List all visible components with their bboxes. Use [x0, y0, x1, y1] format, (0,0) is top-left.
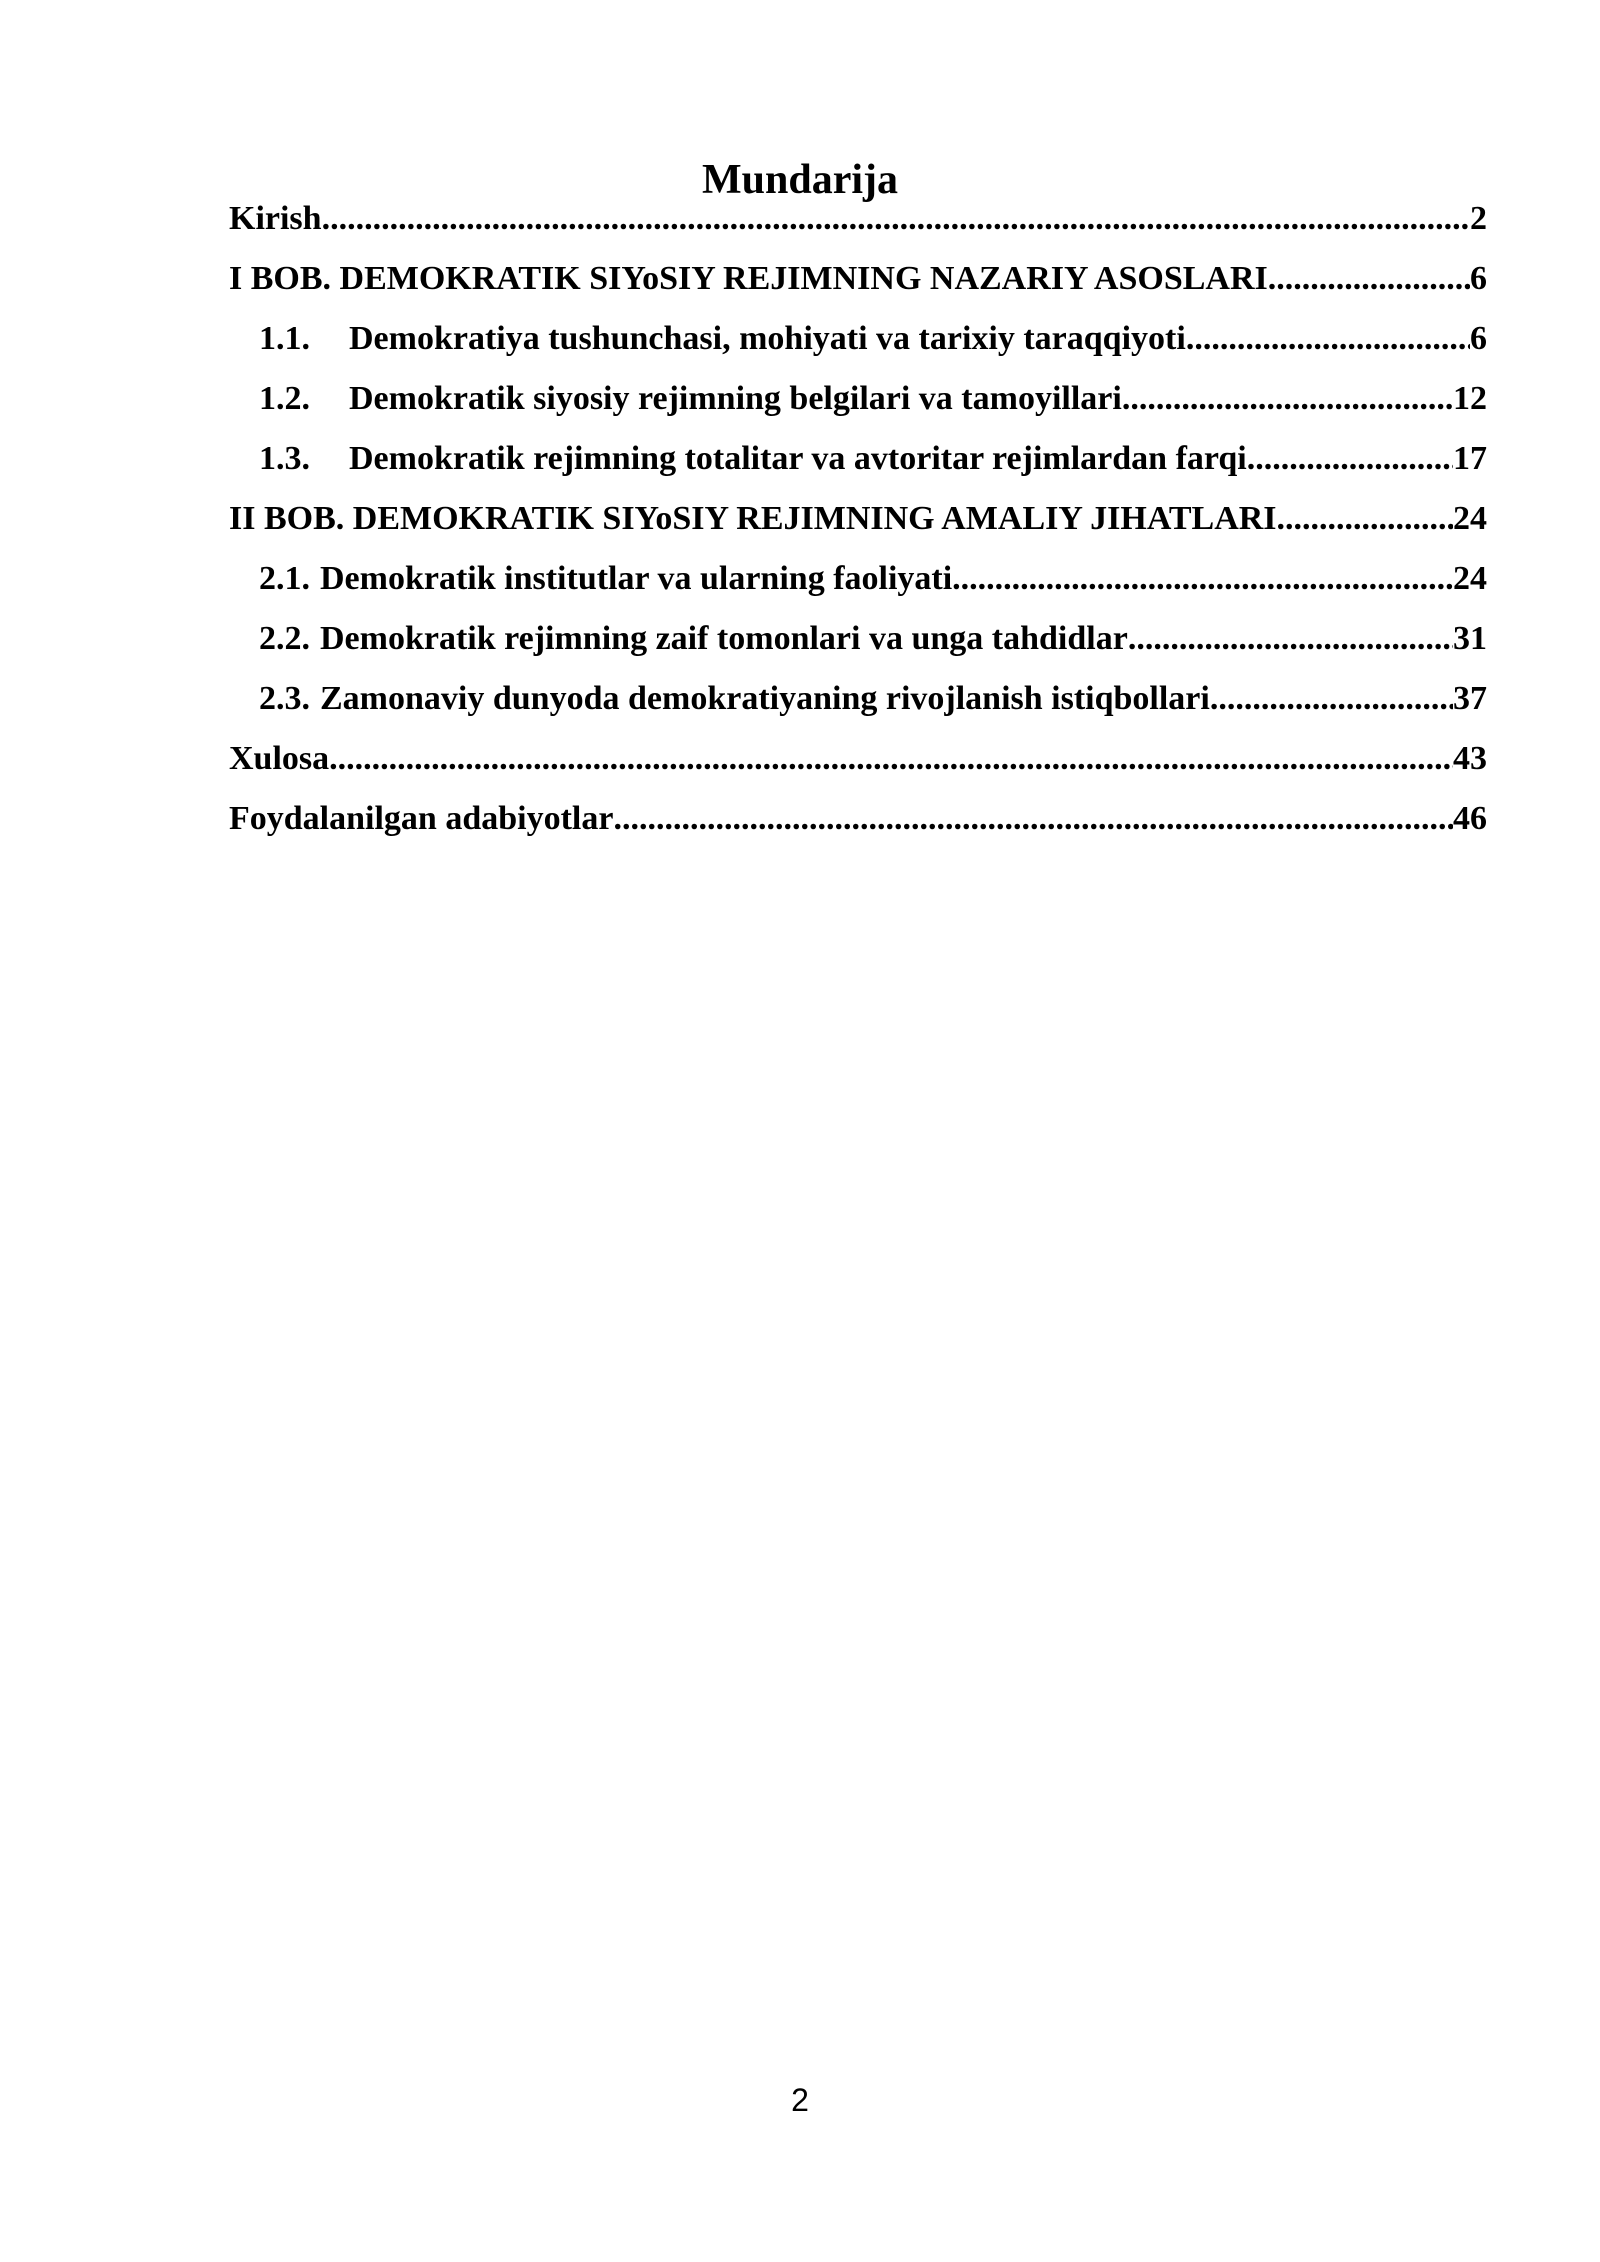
- toc-entry-page: 24: [1453, 560, 1487, 597]
- page-number: 2: [791, 2082, 809, 2118]
- toc-entry-text: Demokratik institutlar va ularning faoliyati: [320, 560, 953, 597]
- toc-leader-dots: [1210, 680, 1453, 718]
- toc-leader-dots: [613, 800, 1453, 838]
- toc-entry-1-2[interactable]: [229, 380, 1487, 440]
- toc-entry-number: 2.2.: [259, 620, 310, 657]
- toc-leader-dots: [329, 740, 1453, 778]
- page-title: Mundarija: [701, 157, 898, 203]
- toc-entry-text: Foydalanilgan adabiyotlar: [229, 800, 614, 837]
- toc-entry-text: Zamonaviy dunyoda demokratiyaning rivojlanish istiqbollari: [320, 680, 1210, 717]
- toc-entry-2-1[interactable]: [229, 560, 1487, 620]
- toc-entry-2-3[interactable]: [229, 680, 1487, 740]
- toc-leader-dots: [1247, 440, 1453, 478]
- toc-entry-number: 1.1.: [259, 320, 310, 357]
- toc-entry-page: 6: [1470, 320, 1487, 357]
- toc-entry-number: 1.3.: [259, 440, 310, 477]
- toc-entry-page: 12: [1453, 380, 1487, 417]
- toc-leader-dots: [952, 560, 1453, 598]
- toc-entry-2-2[interactable]: [229, 620, 1487, 680]
- toc-leader-dots: [1277, 500, 1453, 538]
- toc-entry-chapter-2[interactable]: [229, 500, 1487, 560]
- toc-entry-page: 46: [1453, 800, 1487, 837]
- toc-entry-text: Demokratik rejimning zaif tomonlari va unga tahdidlar: [320, 620, 1128, 657]
- toc-entry-text: Demokratiya tushunchasi, mohiyati va tarixiy taraqqiyoti: [349, 320, 1186, 357]
- toc-entry-kirish[interactable]: [229, 200, 1487, 260]
- table-of-contents: [229, 200, 1487, 860]
- toc-entry-1-1[interactable]: [229, 320, 1487, 380]
- toc-leader-dots: [1268, 260, 1470, 298]
- toc-entry-number: 1.2.: [259, 380, 310, 417]
- toc-entry-xulosa[interactable]: [229, 740, 1487, 800]
- toc-entry-page: 37: [1453, 680, 1487, 717]
- toc-entry-chapter-1[interactable]: [229, 260, 1487, 320]
- toc-entry-number: 2.3.: [259, 680, 310, 717]
- toc-leader-dots: [322, 200, 1470, 238]
- toc-entry-page: 43: [1453, 740, 1487, 777]
- toc-leader-dots: [1128, 620, 1453, 658]
- toc-entry-page: 6: [1470, 260, 1487, 297]
- toc-entry-page: 24: [1453, 500, 1487, 537]
- toc-entry-adabiyotlar[interactable]: [229, 800, 1487, 860]
- toc-entry-text: Kirish: [229, 200, 322, 237]
- toc-entry-text: II BOB. DEMOKRATIK SIYoSIY REJIMNING AMALIY JIHATLARI: [229, 500, 1277, 537]
- toc-entry-text: I BOB. DEMOKRATIK SIYoSIY REJIMNING NAZARIY ASOSLARI: [229, 260, 1268, 297]
- toc-entry-number: 2.1.: [259, 560, 310, 597]
- toc-entry-page: 2: [1470, 200, 1487, 237]
- toc-entry-text: Demokratik rejimning totalitar va avtoritar rejimlardan farqi: [349, 440, 1247, 477]
- toc-entry-text: Demokratik siyosiy rejimning belgilari va tamoyillari: [349, 380, 1122, 417]
- toc-leader-dots: [1186, 320, 1470, 358]
- toc-entry-text: Xulosa: [229, 740, 330, 777]
- toc-leader-dots: [1122, 380, 1453, 418]
- toc-entry-1-3[interactable]: [229, 440, 1487, 500]
- toc-entry-page: 17: [1453, 440, 1487, 477]
- toc-entry-page: 31: [1453, 620, 1487, 657]
